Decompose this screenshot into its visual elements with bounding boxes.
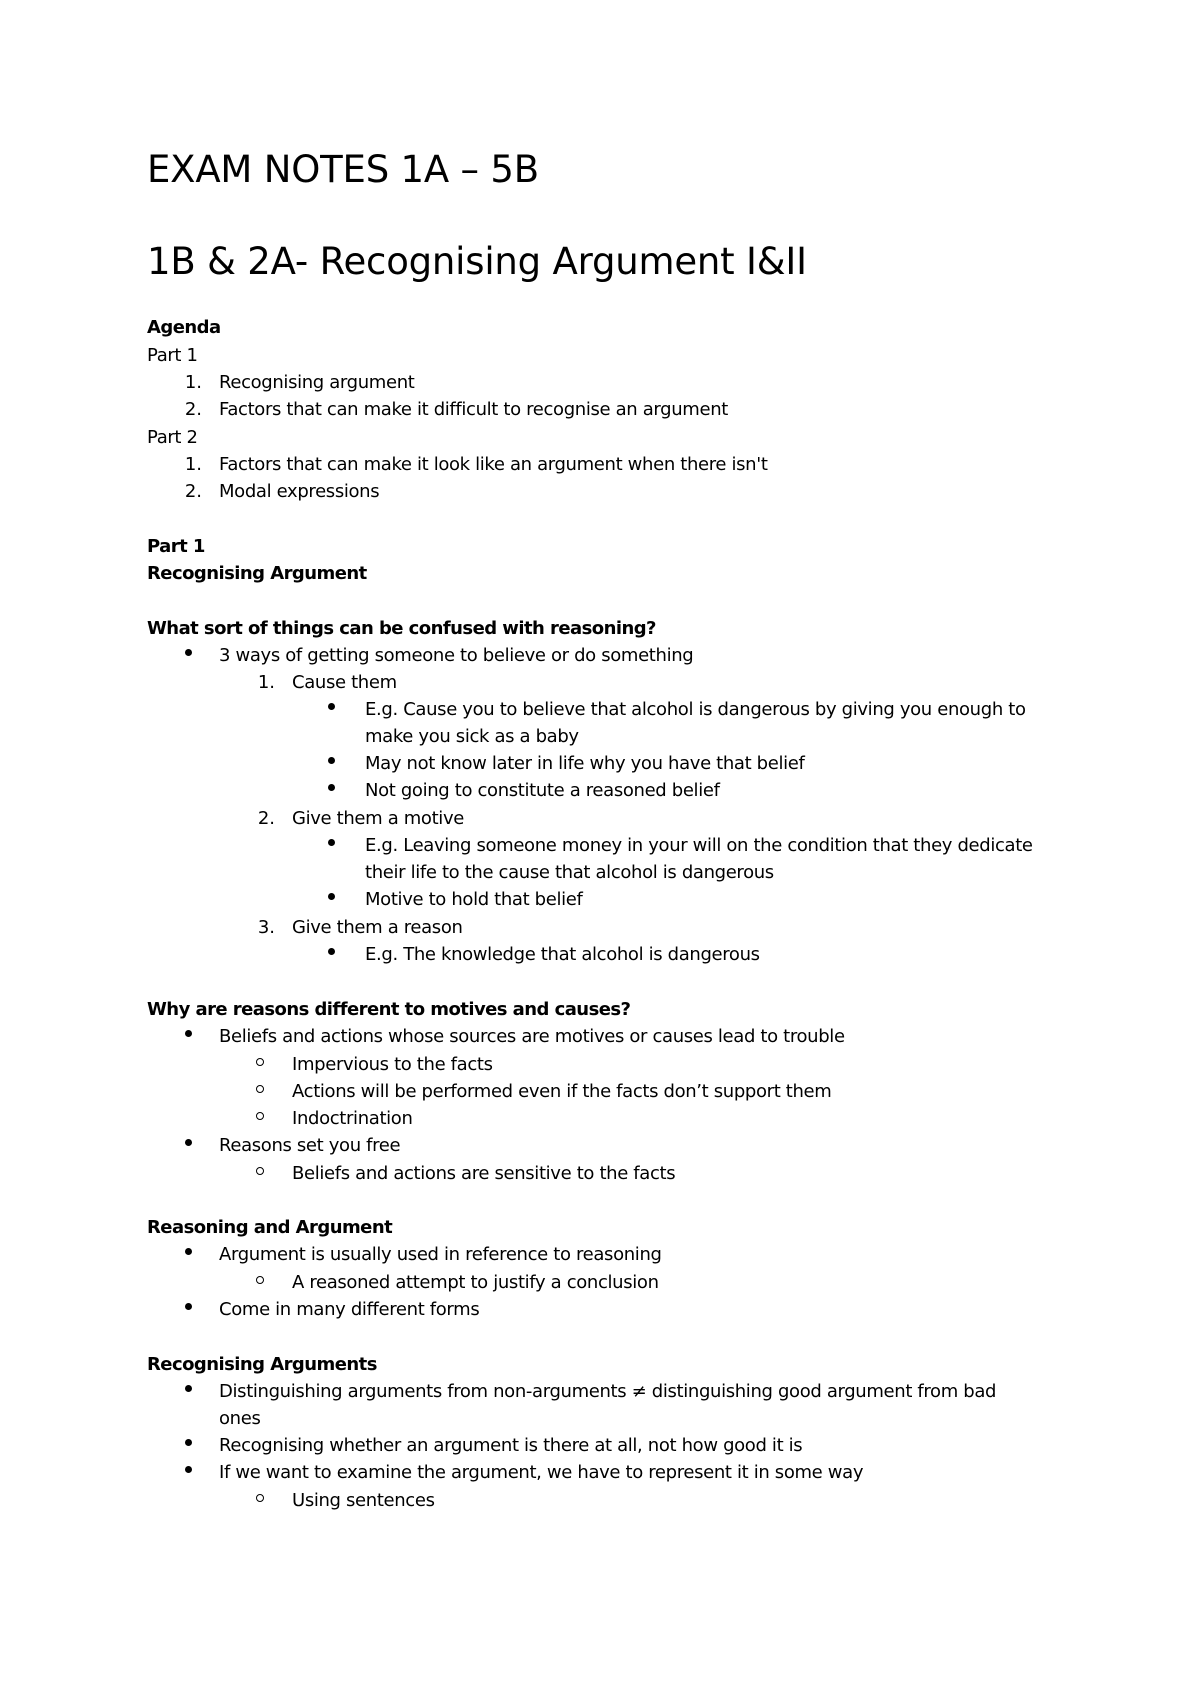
- bullet-icon: [185, 1030, 192, 1037]
- list-number: 1.: [257, 672, 275, 693]
- list-number: 2.: [184, 481, 202, 502]
- list-number: 2.: [257, 808, 275, 829]
- bullet-icon: [185, 1439, 192, 1446]
- reasoning-bullet: Argument is usually used in reference to reasoning: [219, 1244, 662, 1265]
- confused-item: Give them a motive: [292, 808, 464, 829]
- why-heading: Why are reasons different to motives and causes?: [147, 999, 631, 1020]
- recognising-sub: Using sentences: [292, 1490, 435, 1511]
- document-title: EXAM NOTES 1A – 5B: [147, 148, 539, 191]
- confused-sub: Not going to constitute a reasoned belief: [365, 780, 720, 801]
- agenda-part2-item: Factors that can make it look like an argument when there isn't: [219, 454, 768, 475]
- confused-bullet: 3 ways of getting someone to believe or do something: [219, 645, 694, 666]
- circle-bullet-icon: [256, 1494, 264, 1502]
- bullet-icon: [328, 948, 335, 955]
- agenda-heading: Agenda: [147, 317, 221, 338]
- reasoning-sub: A reasoned attempt to justify a conclusion: [292, 1272, 659, 1293]
- list-number: 1.: [184, 454, 202, 475]
- circle-bullet-icon: [256, 1058, 264, 1066]
- bullet-icon: [185, 649, 192, 656]
- confused-sub: E.g. The knowledge that alcohol is dangerous: [365, 944, 760, 965]
- list-number: 1.: [184, 372, 202, 393]
- reasoning-heading: Reasoning and Argument: [147, 1217, 393, 1238]
- why-sub: Impervious to the facts: [292, 1054, 493, 1075]
- confused-sub: Motive to hold that belief: [365, 889, 583, 910]
- agenda-part1-item: Recognising argument: [219, 372, 415, 393]
- agenda-part1-item: Factors that can make it difficult to recognise an argument: [219, 399, 728, 420]
- recognising-bullet: Recognising whether an argument is there at all, not how good it is: [219, 1435, 803, 1456]
- bullet-icon: [185, 1385, 192, 1392]
- recognising-bullet: If we want to examine the argument, we have to represent it in some way: [219, 1462, 864, 1483]
- part1-heading: Recognising Argument: [147, 563, 367, 584]
- confused-item: Give them a reason: [292, 917, 463, 938]
- agenda-part2-item: Modal expressions: [219, 481, 380, 502]
- section-title: 1B & 2A- Recognising Argument I&II: [147, 240, 807, 283]
- bullet-icon: [328, 757, 335, 764]
- bullet-icon: [185, 1303, 192, 1310]
- list-number: 2.: [184, 399, 202, 420]
- bullet-icon: [185, 1248, 192, 1255]
- confused-heading: What sort of things can be confused with reasoning?: [147, 618, 656, 639]
- confused-sub-cont: make you sick as a baby: [365, 726, 579, 747]
- why-sub: Actions will be performed even if the facts don’t support them: [292, 1081, 832, 1102]
- recognising-heading: Recognising Arguments: [147, 1354, 377, 1375]
- bullet-icon: [328, 703, 335, 710]
- confused-sub: E.g. Cause you to believe that alcohol is dangerous by giving you enough to: [365, 699, 1026, 720]
- agenda-part2-label: Part 2: [147, 427, 198, 448]
- confused-sub: E.g. Leaving someone money in your will on the condition that they dedicate: [365, 835, 1033, 856]
- why-sub: Beliefs and actions are sensitive to the facts: [292, 1163, 676, 1184]
- circle-bullet-icon: [256, 1167, 264, 1175]
- recognising-bullet-cont: ones: [219, 1408, 261, 1429]
- bullet-icon: [328, 839, 335, 846]
- bullet-icon: [328, 784, 335, 791]
- list-number: 3.: [257, 917, 275, 938]
- bullet-icon: [328, 893, 335, 900]
- agenda-part1-label: Part 1: [147, 345, 198, 366]
- circle-bullet-icon: [256, 1085, 264, 1093]
- part1-label: Part 1: [147, 536, 205, 557]
- confused-sub-cont: their life to the cause that alcohol is dangerous: [365, 862, 774, 883]
- why-sub: Indoctrination: [292, 1108, 413, 1129]
- circle-bullet-icon: [256, 1276, 264, 1284]
- why-bullet: Reasons set you free: [219, 1135, 401, 1156]
- why-bullet: Beliefs and actions whose sources are motives or causes lead to trouble: [219, 1026, 845, 1047]
- bullet-icon: [185, 1466, 192, 1473]
- recognising-bullet: Distinguishing arguments from non-arguments ≠ distinguishing good argument from bad: [219, 1381, 997, 1402]
- bullet-icon: [185, 1139, 192, 1146]
- reasoning-bullet: Come in many different forms: [219, 1299, 480, 1320]
- confused-item: Cause them: [292, 672, 397, 693]
- confused-sub: May not know later in life why you have that belief: [365, 753, 805, 774]
- circle-bullet-icon: [256, 1112, 264, 1120]
